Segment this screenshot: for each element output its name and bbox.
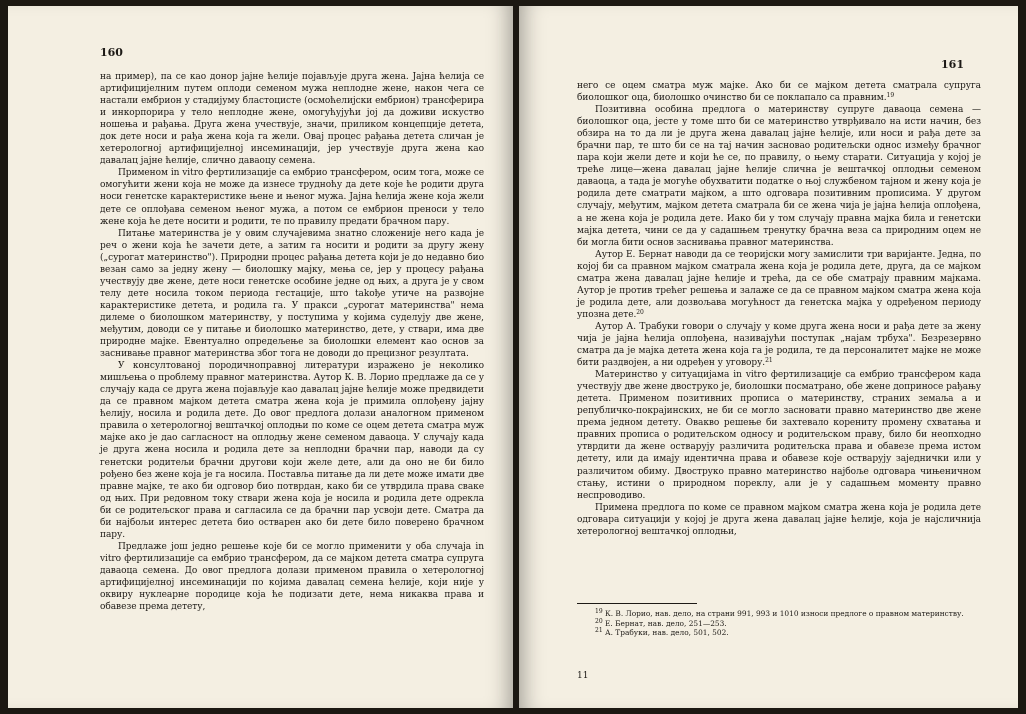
paragraph — [577, 502, 981, 538]
page-number: 161 — [941, 58, 964, 71]
paragraph-text: него се оцем сматра муж мајке. Ако би се мајком детета сматрала супруга биолошког оца, биолошко очинство би се поклапало са правним. — [577, 81, 981, 104]
footnote-reference[interactable]: 20 — [636, 308, 644, 316]
footnote-text: А. Трабуки, нав. дело, 501, 502. — [605, 628, 729, 638]
paragraph-text: Аутор Е. Бернат наводи да се теоријски могу замислити три варијанте. Једна, по којој би са правном мајком сматрала жена која је родила дете, друга, да се мајком сматра жена давалац јајне ћелије и трећа, да се обе сматрају правним мајкама. Аутор је против трећег решења и залаже се да се правном мајком сматра жена која је родила дете, али дозвољава могућност да генетска мајка у одређеном периоду упозна дете. — [577, 249, 981, 320]
paragraph-text: Аутор А. Трабуки говори о случају у коме друга жена носи и рађа дете за жену чија је јајна ћелија оплођена, називајући поступак „најам трбуха". Безрезервно сматра да је мајка детета жена која га је родила, те да персоналитет мајке не може бити раздвојен, а ни одређен у уговору. — [577, 321, 981, 369]
footnote-text: Е. Бернат, нав. дело, 251—253. — [605, 618, 727, 628]
paragraph: на пример), па се као донор јајне ћелије појављује друга жена. Јајна ћелија се артифицијелним путем оплоди семеном мужа неплодне жене, након чега се настали ембрион у стадијуму бластоцисте (осмоћелијски ембрион) трансферира и инкорпорира у тело неплодне жене, омогућујући јој да доживи искуство ношења и рађања. Друга жена учествује, значи, приликом концепције детета, док дете носи и рађа жена која га жели. Овај процес рађања детета сличан је хетерологној артифицијелној инсеминацији, јер учествује друга жена као давалац јајне ћелије, слично даваоцу семена. — [100, 72, 484, 167]
left-page — [8, 6, 513, 708]
book-spread — [8, 6, 1018, 708]
paragraph-text: Позитивна особина предлога о материнству супруге даваоца семена — биолошког оца, јесте у томе што би се материнство утврђивало на исти начин, без обзира на то да ли је друга жена давалац јајне ћелије, или носи и рађа дете за брачни пар, те што би се на тај начин засновао родитељски однос између брачног пара који жели дете и који ће се, по правилу, о њему старати. Ситуација у којој је треће лице—жена давалац јајне ћелије слична је вештачкој оплодњи семеном даваоца, а тада је могуће обухватити податке о њој службеном тајном и жену која је родила дете сматрати мајком, а што одговара позитивним прописима. У другом случају, међутим, мајком детета сматрала би се жена чија је јајна ћелија оплођена, а не жена која је родила дете. Иако би у том случају правна мајка била и генетски мајка детета, чини се да у садашњем тренутку брачна веза са природним оцем не би могла бити основ заснивања правног материнства. — [577, 105, 981, 248]
footnote-rule — [577, 603, 697, 604]
paragraph: У консултованој породичноправној литератури изражено је неколико мишљења о проблему правног материнства. Аутор К. В. Лорио предлаже да се у случају када се друга жена појављује као давалац јајне ћелије може предвидети да се правном мајком детета сматра жена која је примила оплођену јајну ћелију, носила и родила дете. До овог предлога долази аналогном применом правила о хетерологној вештачкој оплодњи по коме се оцем детета сматра муж мајке ако је дао сагласност на оплодњу жене семеном даваоца. У случају када је друга жена носила и родила дете за неплодни брачни пар, наводи да су генетски родитељи брачни другови који желе дете, али да оно не би било рођено без жене која је га носила. Постављa питање да ли дете може имати две правне мајке, те ако би одговор био потврдан, како би се утврдила права сваке од њих. При редовном току ствари жена која је носила и родила дете одрекла би се родитељског права и сагласила се да брачни пар усвоји дете. Сматра да би најбољи интерес детета био остварен ако би дете било поверено брачном пару. — [100, 361, 484, 540]
paragraph-text: Примена предлога по коме се правном мајком сматра жена која је родила дете одговара ситуацији у којој је друга жена давалац јајне ћелије, која је најсличнија хетерологној вештачкој оплодњи, — [577, 502, 981, 537]
footnote-mark: 20 — [595, 617, 603, 625]
paragraph — [577, 321, 981, 369]
left-page-body — [100, 71, 484, 613]
footnote-mark: 21 — [595, 627, 603, 635]
paragraph — [577, 80, 981, 104]
page-number: 160 — [100, 46, 123, 59]
footnote — [577, 609, 981, 619]
right-page-body — [577, 80, 981, 538]
footnote-text: К. В. Лорио, нав. дело, на страни 991, 993 и 1010 износи предлоге о правном материнству. — [605, 609, 964, 618]
right-page — [519, 6, 1018, 708]
paragraph: Питање материнства је у овим случајевима знатно сложеније него када је реч о жени која ће зачети дете, а затим га носити и родити за другу жену („сурогат материнство"). Природни процес рађања детета који је до недавно био везан само за једну жену — биолошку мајку, мења се, јер у процесу рађања учествују две жене, дете носи генетске особине једне од њих, а друга је у свом телу дете носила током периода гестације, што takoђе утиче на развојне карактеристике детета, и родила га. У пракси „сурогат материнства" нема дилеме о биолошком материнству, у поступима у којима суделују две жене, међутим, доводи се у питање и биолошко материнство, дете, у ствари, има две природне мајке. Евентуално опредељење за биолошки елемент као основ за заснивање правног материнства због тога не доводи до прецизног резултата. — [100, 228, 484, 360]
paragraph: Предлаже још једно решење које би се могло применити у оба случаја in vitro фертилизације са ембрио трансфером, да се мајком детета сматра супруга даваоца семена. До овог предлога долази применом правила о хетерологној артифицијелној инсеминацији по којима давалац семена ћелије, који није у оквиру нуклеарне породице која ће подизати дете, нема никаква права и обавезе према детету, — [100, 541, 484, 613]
footnote-reference[interactable]: 21 — [765, 357, 773, 365]
paragraph — [577, 249, 981, 321]
paragraph — [577, 104, 981, 249]
footnote — [577, 628, 981, 638]
footnotes — [577, 609, 981, 638]
paragraph: Применом in vitro фертилизације са ембрио трансфером, осим тога, може се омогућити жени која не може да изнесе трудноћу да дете које ће родити друга носи генетске карактеристике њене и њеног мужа. Јајна ћелија жене која жели дете се оплођава семеном њеног мужа, а потом се ембрион преноси у тело жене која ће дете носити и родити, те по правилу предати брачном пару. — [100, 168, 484, 227]
printer-signature: 11 — [577, 671, 589, 681]
footnote-reference[interactable]: 19 — [886, 92, 895, 100]
footnote-mark: 19 — [595, 608, 603, 615]
paragraph-text: Материнство у ситуацијама in vitro фертилизације са ембрио трансфером када учествују две жене двоструко је, биолошки посматрано, обе жене доприносе рађању детета. Применом позитивних прописа о материнству, страних земаља а и републичко-покрајинских, не би се могло засновати правно материнство две жене према једном детету. Овакво решење би захтевало корениту промену схватања и правних прописа о родитељском односу и родитељском праву, било би неопходно утврдити да жене остварују различита родитељска права и обавезе према истом детету, или да имају идентична права и обавезе које остварују заједнички или у различитом обиму. Двоструко правно материнство најбоље одговара чињеничном стању, истини о природном пореклу, али је у садашњем моменту правно неспроводиво. — [577, 370, 981, 501]
footnote — [577, 619, 981, 629]
paragraph — [577, 369, 981, 502]
